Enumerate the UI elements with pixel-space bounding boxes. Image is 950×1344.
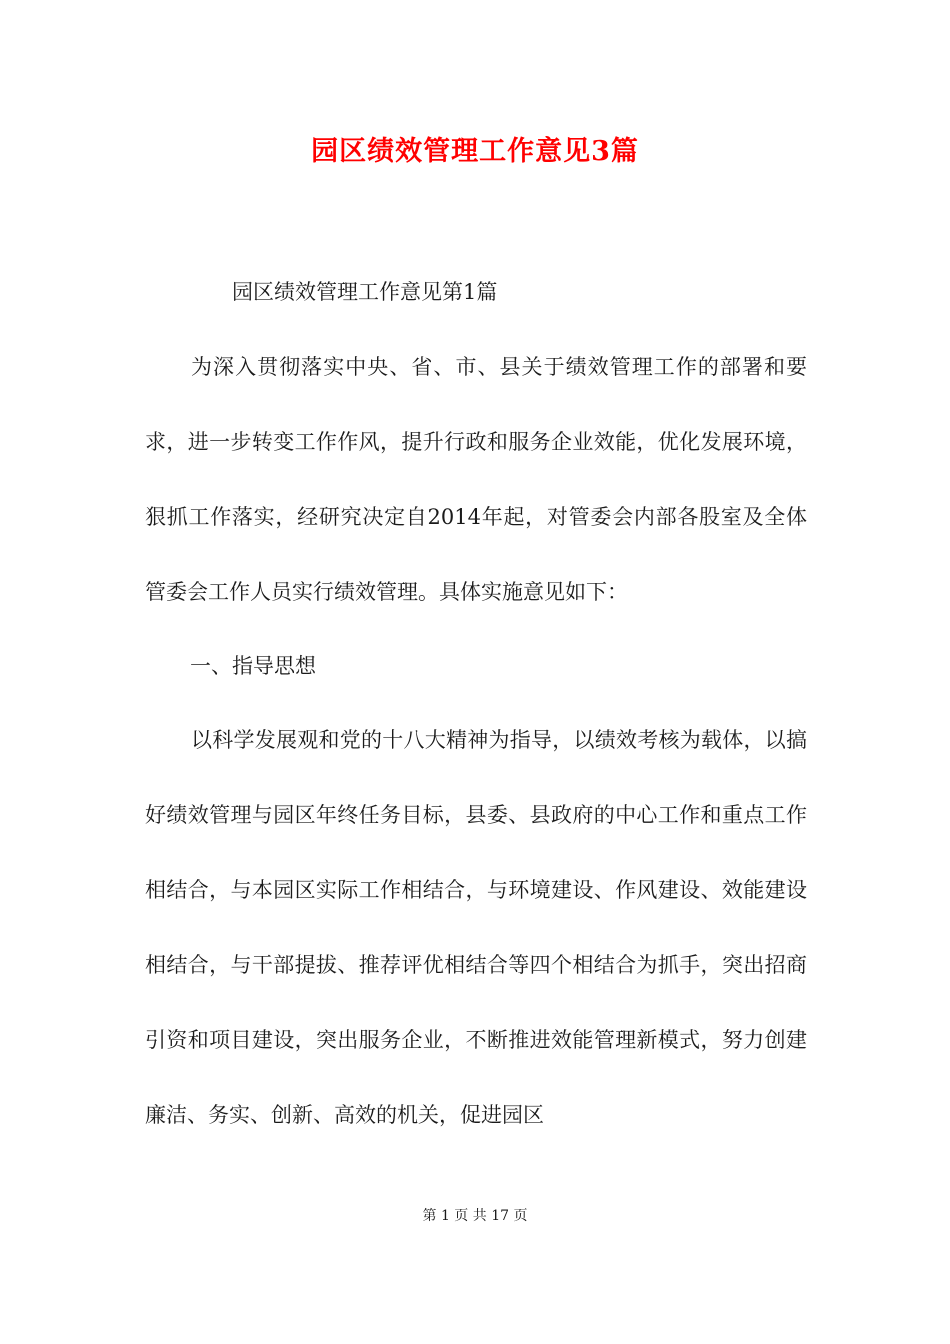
section-heading: 一、指导思想 (190, 654, 316, 678)
article-subtitle: 园区绩效管理工作意见第1篇 (232, 280, 498, 304)
paragraph-intro: 为深入贯彻落实中央、省、市、县关于绩效管理工作的部署和要求，进一步转变工作作风，提升行政和服务企业效能，优化发展环境，狠抓工作落实，经研究决定自2014年起，对管委会内部各股室及全体管委会工作人员实行绩效管理。具体实施意见如下： (145, 355, 807, 604)
page-footer (0, 1206, 950, 1226)
paragraph-guiding-thought: 以科学发展观和党的十八大精神为指导，以绩效考核为载体，以搞好绩效管理与园区年终任务目标，县委、县政府的中心工作和重点工作相结合，与本园区实际工作相结合，与环境建设、作风建设、效能建设相结合，与干部提拔、推荐评优相结合等四个相结合为抓手，突出招商引资和项目建设，突出服务企业，不断推进效能管理新模式，努力创建廉洁、务实、创新、高效的机关，促进园区 (145, 728, 807, 1127)
document-title: 园区绩效管理工作意见3篇 (311, 136, 639, 167)
page-number-label: 第 1 页 共 17 页 (422, 1208, 528, 1224)
